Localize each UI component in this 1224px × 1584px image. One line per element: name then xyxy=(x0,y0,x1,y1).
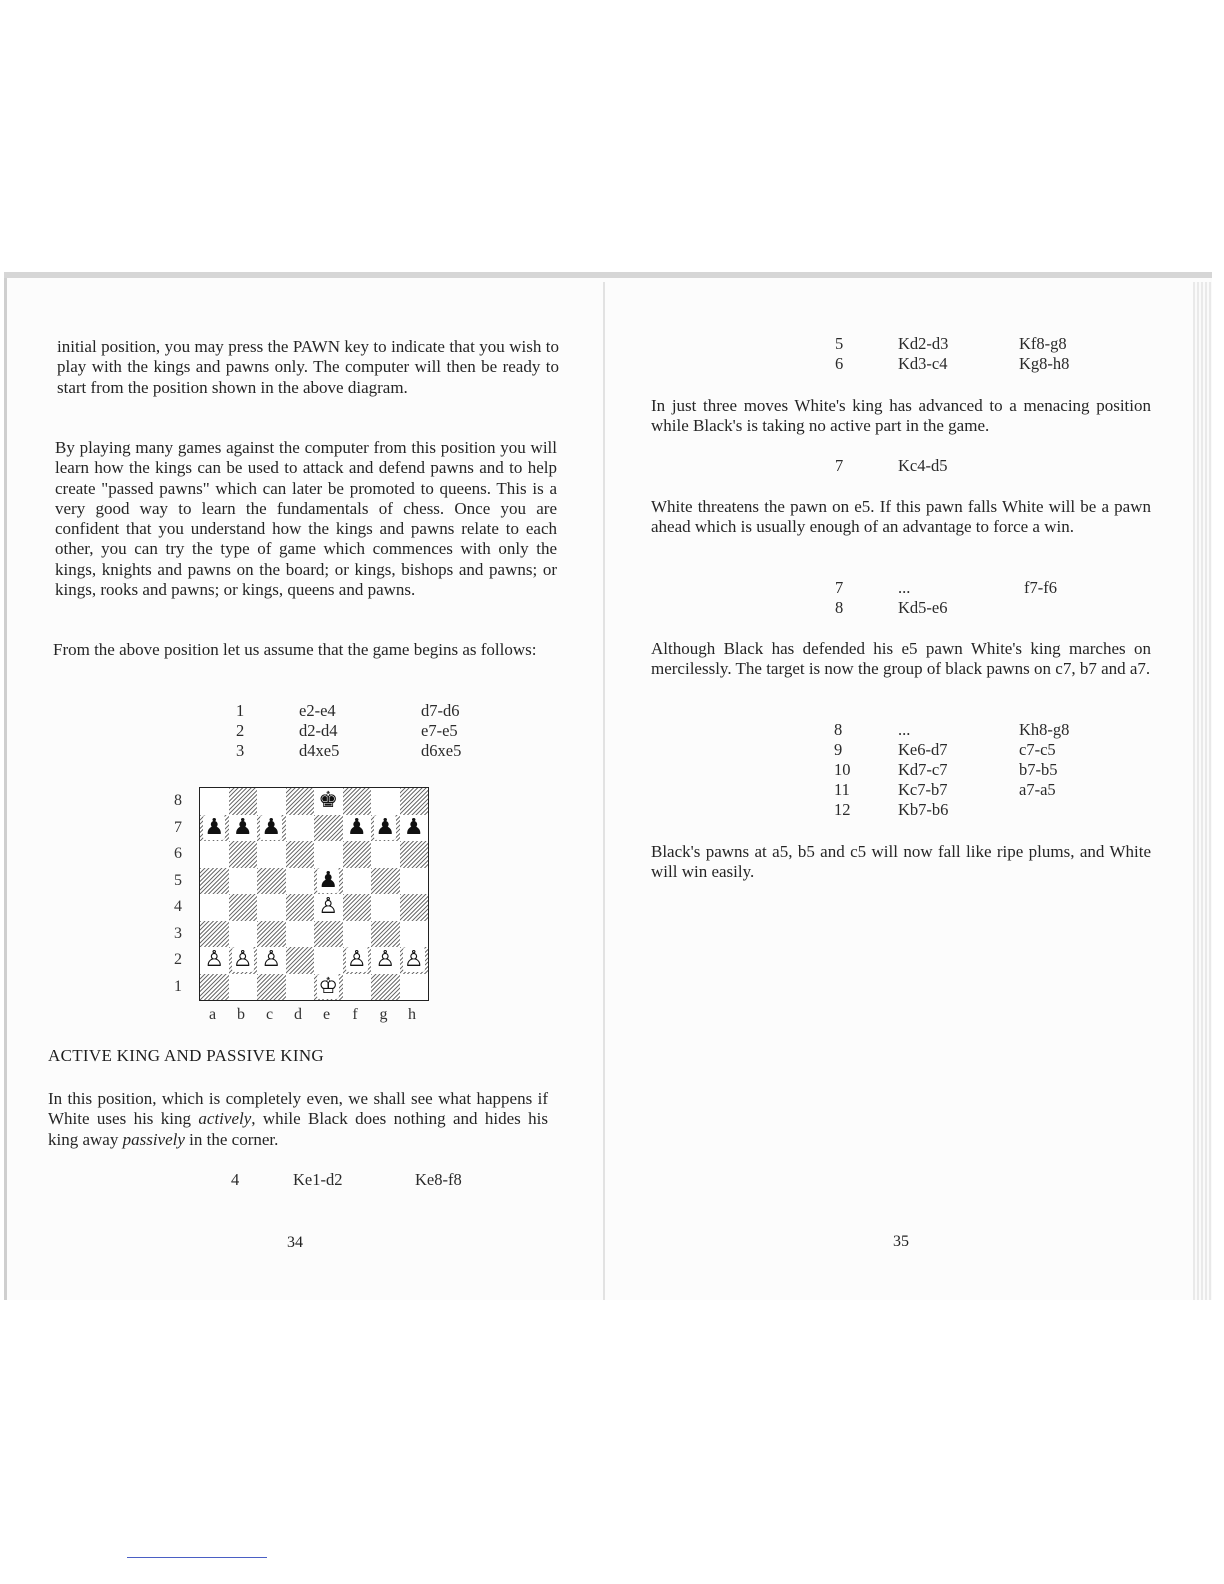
white-king-icon: ♔ xyxy=(318,973,339,999)
board-square-a1 xyxy=(200,974,229,1001)
file-label: c xyxy=(265,1006,274,1023)
move-number: 2 xyxy=(236,721,245,740)
paragraph-above-position: From the above position let us assume that the game begins as follows: xyxy=(53,640,537,659)
board-square-c4 xyxy=(257,894,286,921)
white-move: ... xyxy=(898,578,911,597)
bottom-rule xyxy=(127,1557,267,1558)
paragraph-threatens: White threatens the pawn on e5. If this pawn falls White will be a pawn ahead which is usually enough of an advantage to force a win. xyxy=(651,497,1151,537)
board-square-c8 xyxy=(257,788,286,815)
paragraph-three-moves: In just three moves White's king has advanced to a menacing position while Black's is taking no active part in the game. xyxy=(651,396,1151,436)
board-square-g5 xyxy=(371,868,400,895)
paragraph-initial-position: initial position, you may press the PAWN key to indicate that you wish to play with the kings and pawns only. The computer will then be ready to start from the position shown in the above diagram. xyxy=(57,337,559,397)
board-square-g8 xyxy=(371,788,400,815)
emphasis-actively: actively xyxy=(198,1109,252,1129)
board-square-h3 xyxy=(400,921,429,948)
white-pawn-icon: ♙ xyxy=(346,947,367,972)
rank-label: 4 xyxy=(174,898,182,915)
board-square-h5 xyxy=(400,868,429,895)
black-pawn-icon: ♟ xyxy=(261,814,282,840)
board-square-f3 xyxy=(343,921,372,948)
page-number-left: 34 xyxy=(287,1234,303,1251)
paragraph-black-pawns: Black's pawns at a5, b5 and c5 will now fall like ripe plums, and White will win easily. xyxy=(651,842,1151,882)
board-square-d1 xyxy=(286,974,315,1001)
board-square-e6 xyxy=(314,841,343,868)
move-number: 8 xyxy=(834,720,843,739)
white-move: Kb7-b6 xyxy=(898,800,949,819)
board-square-a3 xyxy=(200,921,229,948)
black-move: f7-f6 xyxy=(1024,578,1057,597)
file-label: g xyxy=(379,1006,388,1023)
move-number: 5 xyxy=(835,334,844,353)
board-square-f5 xyxy=(343,868,372,895)
board-square-c1 xyxy=(257,974,286,1001)
rank-label: 3 xyxy=(174,924,182,942)
rank-label: 6 xyxy=(174,845,182,862)
board-square-d6 xyxy=(286,841,315,868)
file-label: h xyxy=(408,1006,416,1023)
board-square-g3 xyxy=(371,921,400,948)
board-square-g4 xyxy=(371,894,400,921)
black-move: Kg8-h8 xyxy=(1019,354,1070,373)
board-square-d4 xyxy=(286,894,315,921)
board-square-e2 xyxy=(314,947,343,974)
text-run: , while Black does nothing and hides his king away xyxy=(48,1109,548,1149)
board-square-c3 xyxy=(257,921,286,948)
white-move: Kc4-d5 xyxy=(898,456,948,475)
board-square-d8 xyxy=(286,788,315,815)
white-move: ... xyxy=(898,720,911,739)
black-move: Kh8-g8 xyxy=(1019,720,1070,739)
board-square-d2 xyxy=(286,947,315,974)
white-pawn-icon: ♙ xyxy=(318,894,339,919)
black-move: d6xe5 xyxy=(421,741,462,760)
move-number: 7 xyxy=(835,578,844,597)
white-pawn-icon: ♙ xyxy=(403,947,424,972)
white-pawn-icon: ♙ xyxy=(375,947,396,972)
file-label: f xyxy=(352,1006,358,1023)
file-label: e xyxy=(322,1006,331,1023)
board-square-h4 xyxy=(400,894,429,921)
board-square-b8 xyxy=(229,788,258,815)
black-pawn-icon: ♟ xyxy=(403,814,424,840)
move-number: 1 xyxy=(236,701,245,720)
board-square-f4 xyxy=(343,894,372,921)
move-number: 7 xyxy=(835,456,844,475)
white-move: e2-e4 xyxy=(299,701,336,720)
board-square-d5 xyxy=(286,868,315,895)
board-square-d7 xyxy=(286,815,315,842)
board-square-f1 xyxy=(343,974,372,1001)
white-pawn-icon: ♙ xyxy=(261,947,282,972)
board-square-a8 xyxy=(200,788,229,815)
board-square-b3 xyxy=(229,921,258,948)
move-number: 12 xyxy=(834,800,851,819)
rank-label: 5 xyxy=(174,871,182,889)
white-move: Kd7-c7 xyxy=(898,760,948,779)
black-move: a7-a5 xyxy=(1019,780,1056,799)
board-square-h6 xyxy=(400,841,429,868)
black-move: e7-e5 xyxy=(421,721,458,740)
white-move: Kd5-e6 xyxy=(898,598,948,617)
move-number: 10 xyxy=(834,760,851,779)
white-move: Ke1-d2 xyxy=(293,1170,343,1189)
board-square-a6 xyxy=(200,841,229,868)
board-square-f8 xyxy=(343,788,372,815)
white-move: Kd2-d3 xyxy=(898,334,949,353)
paragraph-active-king xyxy=(48,1089,548,1150)
board-square-b4 xyxy=(229,894,258,921)
black-pawn-icon: ♟ xyxy=(204,814,225,840)
white-move: d4xe5 xyxy=(299,741,340,760)
white-move: Kd3-c4 xyxy=(898,354,948,373)
board-square-e3 xyxy=(314,921,343,948)
black-move: Ke8-f8 xyxy=(415,1170,462,1189)
emphasis-passively: passively xyxy=(122,1129,185,1149)
black-king-icon: ♚ xyxy=(318,788,339,813)
board-square-c6 xyxy=(257,841,286,868)
file-label: d xyxy=(294,1006,302,1023)
board-square-a5 xyxy=(200,868,229,895)
rank-label: 8 xyxy=(174,792,182,809)
board-square-h1 xyxy=(400,974,429,1001)
white-move: Kc7-b7 xyxy=(898,780,948,799)
board-square-f6 xyxy=(343,841,372,868)
rank-label: 2 xyxy=(174,951,182,968)
move-number: 3 xyxy=(236,741,245,760)
paragraph-playing-games: By playing many games against the computer from this position you will learn how the kings can be used to attack and defend pawns and to help create "passed pawns" which can later be promoted to queens. This is a very good way to learn the fundamentals of chess. Once you are confident that you understand how the kings and pawns relate to each other, you can try the type of game which commences with only the kings, knights and pawns on the board; or kings, bishops and pawns; or kings, rooks and pawns; or kings, queens and pawns. xyxy=(55,438,557,600)
board-square-g1 xyxy=(371,974,400,1001)
board-square-b1 xyxy=(229,974,258,1001)
board-square-a4 xyxy=(200,894,229,921)
file-label: b xyxy=(237,1006,245,1023)
move-number: 11 xyxy=(834,780,850,799)
white-move: Ke6-d7 xyxy=(898,740,948,759)
board-square-b6 xyxy=(229,841,258,868)
board-square-c5 xyxy=(257,868,286,895)
move-number: 4 xyxy=(231,1170,240,1189)
black-move: Kf8-g8 xyxy=(1019,334,1067,353)
black-move: c7-c5 xyxy=(1019,740,1056,759)
page-edge-right xyxy=(1193,282,1212,1300)
white-pawn-icon: ♙ xyxy=(232,947,253,972)
black-move: d7-d6 xyxy=(421,701,460,720)
rank-label: 7 xyxy=(174,818,182,836)
board-square-b5 xyxy=(229,868,258,895)
move-number: 6 xyxy=(835,354,844,373)
black-pawn-icon: ♟ xyxy=(232,814,253,840)
chess-board xyxy=(199,787,429,1001)
white-pawn-icon: ♙ xyxy=(204,947,225,972)
book-gutter xyxy=(603,282,605,1300)
text-run: In this position, which is completely even, we shall see what happens if White uses his king xyxy=(48,1089,548,1129)
black-pawn-icon: ♟ xyxy=(318,867,339,893)
board-square-d3 xyxy=(286,921,315,948)
board-square-h8 xyxy=(400,788,429,815)
page-edge-left xyxy=(4,278,7,1300)
white-move: d2-d4 xyxy=(299,721,338,740)
board-square-g6 xyxy=(371,841,400,868)
text-run: in the corner. xyxy=(184,1129,279,1149)
paragraph-although-black: Although Black has defended his e5 pawn White's king marches on mercilessly. The target is now the group of black pawns on c7, b7 and a7. xyxy=(651,639,1151,679)
move-number: 8 xyxy=(835,598,844,617)
section-heading: ACTIVE KING AND PASSIVE KING xyxy=(48,1046,325,1065)
board-square-e7 xyxy=(314,815,343,842)
file-label: a xyxy=(208,1006,217,1023)
rank-label: 1 xyxy=(174,977,182,995)
page-number-right: 35 xyxy=(893,1233,909,1250)
black-pawn-icon: ♟ xyxy=(346,814,367,840)
black-pawn-icon: ♟ xyxy=(375,814,396,840)
move-number: 9 xyxy=(834,740,843,759)
black-move: b7-b5 xyxy=(1019,760,1058,779)
